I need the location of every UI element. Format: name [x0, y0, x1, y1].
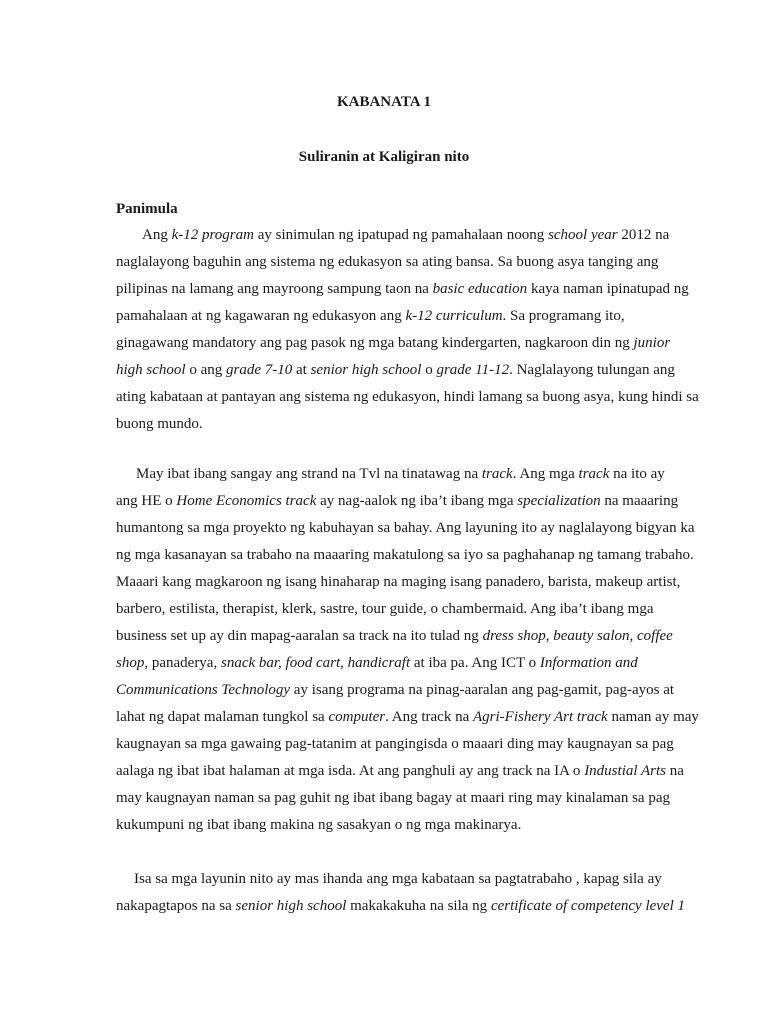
text-run: business set up ay din mapag-aaralan sa track na ito tulad ng	[116, 628, 483, 644]
text-run: Ang	[142, 227, 172, 243]
text-line	[116, 384, 699, 411]
section-heading: Panimula	[116, 201, 178, 217]
text-run: lahat ng dapat malaman tungkol sa	[116, 709, 329, 725]
text-line	[116, 677, 681, 704]
text-line	[116, 758, 684, 785]
italic-term: basic education	[432, 281, 528, 297]
text-run: ay nag-aalok ng iba’t ibang mga	[316, 493, 518, 509]
italic-term: track	[481, 466, 513, 482]
text-run: o ang	[185, 362, 227, 378]
italic-term: snack bar, food cart, handicraft	[220, 655, 411, 671]
text-run: kukumpuni ng ibat ibang makina ng sasakyan o ng mga makinarya.	[116, 817, 522, 833]
chapter-subtitle: Suliranin at Kaligiran nito	[298, 149, 470, 165]
italic-term: k-12 curriculum	[405, 308, 503, 324]
text-run: naglalayong baguhin ang sistema ng edukasyon sa ating bansa. Sa buong asya tanging ang	[116, 254, 659, 270]
text-run: panaderya,	[148, 655, 221, 671]
text-line	[116, 488, 681, 515]
text-run: buong mundo.	[116, 416, 203, 432]
paragraph-3	[116, 866, 686, 920]
italic-term: dress shop, beauty salon, coffee	[482, 628, 673, 644]
italic-term: Home Economics track	[176, 493, 317, 509]
text-run: . Ang track na	[385, 709, 473, 725]
italic-term: high school	[116, 362, 186, 378]
text-run: kaugnayan sa mga gawaing pag-tatanim at pangingisda o maaari ding may kaugnayan sa pag	[116, 736, 674, 752]
text-run: may kaugnayan naman sa pag guhit ng ibat ibang bagay at maari ring may kinalaman sa pag	[116, 790, 670, 806]
text-run: naman ay may	[607, 709, 699, 725]
text-run: ginagawang mandatory ang pag pasok ng mga batang kindergarten, nagkaroon din ng	[116, 335, 634, 351]
text-run: . Sa programang ito,	[502, 308, 625, 324]
text-run: at	[292, 362, 311, 378]
text-run: at iba pa. Ang ICT o	[410, 655, 540, 671]
chapter-title: KABANATA 1	[336, 94, 432, 110]
text-line	[116, 569, 681, 596]
italic-term: shop,	[116, 655, 149, 671]
text-line	[116, 866, 681, 893]
text-line	[116, 731, 681, 758]
text-run: ay sinimulan ng ipatupad ng pamahalaan noong	[253, 227, 549, 243]
text-line	[116, 704, 699, 731]
text-line	[116, 330, 681, 357]
italic-term: specialization	[517, 493, 601, 509]
text-run: pamahalaan at ng kagawaran ng edukasyon ang	[116, 308, 406, 324]
text-run: na	[666, 763, 684, 779]
italic-term: school year	[548, 227, 618, 243]
text-line	[116, 249, 681, 276]
text-line	[116, 222, 681, 249]
text-run: ay isang programa na pinag-aaralan ang pag-gamit, pag-ayos at	[290, 682, 675, 698]
text-run: 2012 na	[617, 227, 670, 243]
text-run: . Ang mga	[512, 466, 579, 482]
text-line	[116, 276, 689, 303]
text-line	[116, 357, 681, 384]
text-run: Isa sa mga layunin nito ay mas ihanda ang mga kabataan sa pagtatrabaho , kapag sila ay	[134, 871, 662, 887]
text-run: ating kabataan at pantayan ang sistema ng edukasyon, hindi lamang sa buong asya, kung hindi sa	[116, 389, 699, 405]
text-line	[116, 812, 681, 839]
italic-term: Communications Technology	[116, 682, 291, 698]
text-line	[116, 623, 681, 650]
text-run: kaya naman ipinatupad ng	[527, 281, 689, 297]
italic-term: k-12 program	[171, 227, 254, 243]
text-run: . Naglalayong tulungan ang	[509, 362, 675, 378]
text-line	[116, 411, 681, 438]
text-run: ng mga kasanayan sa trabaho na maaaring makatulong sa iyo sa paghahanap ng tamang trabaho.	[116, 547, 694, 563]
italic-term: senior high school	[235, 898, 347, 914]
text-line	[116, 515, 695, 542]
text-line	[116, 542, 694, 569]
italic-term: Information and	[539, 655, 638, 671]
italic-term: senior high school	[310, 362, 422, 378]
text-run: pilipinas na lamang ang mayroong sampung taon na	[116, 281, 433, 297]
italic-term: certificate of competency level 1	[490, 898, 686, 914]
text-run: barbero, estilista, therapist, klerk, sastre, tour guide, o chambermaid. Ang iba’t ibang mga	[116, 601, 654, 617]
paragraph-2	[116, 461, 699, 839]
italic-term: grade 7-10	[226, 362, 293, 378]
text-run: ang HE o	[116, 493, 177, 509]
text-run: makakakuha na sila ng	[346, 898, 491, 914]
paragraph-1	[116, 222, 699, 438]
text-run: o	[421, 362, 437, 378]
italic-term: computer	[328, 709, 386, 725]
text-run: humantong sa mga proyekto ng kabuhayan sa bahay. Ang layuning ito ay naglalayong bigyan ka	[116, 520, 695, 536]
text-run: nakapagtapos na sa	[116, 898, 236, 914]
text-line	[116, 785, 681, 812]
text-line	[116, 893, 686, 920]
italic-term: grade 11-12	[436, 362, 510, 378]
italic-term: junior	[633, 335, 671, 351]
text-line	[116, 461, 681, 488]
italic-term: track	[578, 466, 610, 482]
text-run: na ito ay	[609, 466, 665, 482]
text-line	[116, 596, 681, 623]
text-run: aalaga ng ibat ibat halaman at mga isda. At ang panghuli ay ang track na IA o	[116, 763, 585, 779]
text-line	[116, 303, 681, 330]
text-run: Maaari kang magkaroon ng isang hinaharap na maging isang panadero, barista, makeup artist,	[116, 574, 681, 590]
text-run: May ibat ibang sangay ang strand na Tvl na tinatawag na	[136, 466, 482, 482]
italic-term: Industial Arts	[584, 763, 667, 779]
text-run: na maaaring	[600, 493, 679, 509]
italic-term: Agri-Fishery Art track	[473, 709, 608, 725]
text-line	[116, 650, 681, 677]
